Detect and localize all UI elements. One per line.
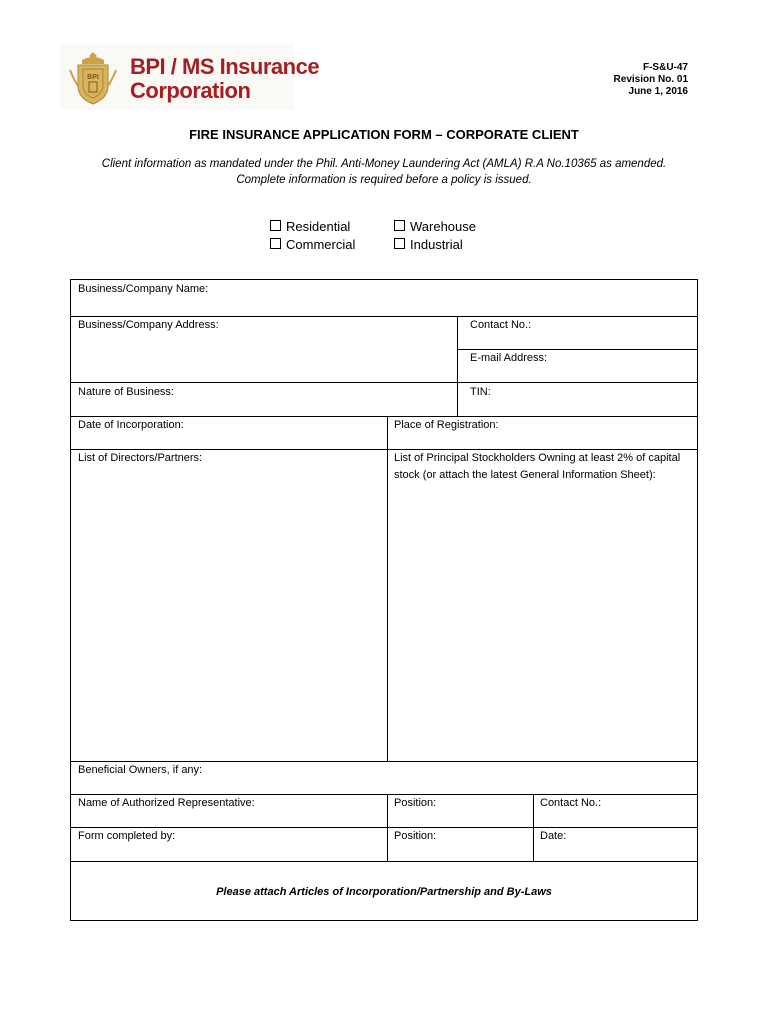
company-logo xyxy=(60,44,320,110)
form-code: F-S&U-47 xyxy=(642,62,688,73)
logo-line-2: Corporation xyxy=(130,78,251,103)
tin-label: TIN: xyxy=(470,386,491,398)
nature-of-business-label: Nature of Business: xyxy=(78,386,174,398)
residential-label: Residential xyxy=(286,219,351,234)
industrial-label: Industrial xyxy=(410,237,463,252)
commercial-option[interactable] xyxy=(270,236,355,254)
contact-no-label: Contact No.: xyxy=(470,319,532,331)
completed-date-label: Date: xyxy=(540,830,567,842)
checkbox-icon[interactable] xyxy=(270,220,281,231)
commercial-label: Commercial xyxy=(286,237,356,252)
company-address-label: Business/Company Address: xyxy=(78,319,219,331)
logo-line-1: BPI / MS Insurance xyxy=(130,54,320,79)
subtitle-line-1: Client information as mandated under the Phil. Anti-Money Laundering Act (AMLA) R.A No.10365 as amended. xyxy=(101,158,667,170)
authorized-rep-label: Name of Authorized Representative: xyxy=(78,797,255,809)
completed-position-label: Position: xyxy=(394,830,437,842)
crest-icon xyxy=(68,50,118,106)
date-of-incorporation-label: Date of Incorporation: xyxy=(78,419,184,431)
attachment-note: Please attach Articles of Incorporation/Partnership and By-Laws xyxy=(216,886,552,898)
industrial-option[interactable] xyxy=(394,236,476,254)
warehouse-label: Warehouse xyxy=(410,219,476,234)
email-label: E-mail Address: xyxy=(470,352,548,364)
crest-label: BPI xyxy=(87,74,99,81)
place-of-registration-label: Place of Registration: xyxy=(394,419,499,431)
rep-position-label: Position: xyxy=(394,797,437,809)
property-type-column-2 xyxy=(394,218,476,254)
subtitle-line-2: Complete information is required before a policy is issued. xyxy=(236,174,532,186)
warehouse-option[interactable] xyxy=(394,218,476,236)
company-name-label: Business/Company Name: xyxy=(78,283,209,295)
checkbox-icon[interactable] xyxy=(270,238,281,249)
subtitle xyxy=(0,156,768,188)
checkbox-icon[interactable] xyxy=(394,238,405,249)
residential-option[interactable] xyxy=(270,218,355,236)
property-type-column-1 xyxy=(270,218,355,254)
completed-by-label: Form completed by: xyxy=(78,830,176,842)
beneficial-owners-label: Beneficial Owners, if any: xyxy=(78,764,203,776)
stockholders-label: List of Principal Stockholders Owning at least 2% of capital stock (or attach the latest General Information Sheet): xyxy=(394,452,681,481)
page-title: FIRE INSURANCE APPLICATION FORM – CORPORATE CLIENT xyxy=(189,127,579,142)
rep-contact-label: Contact No.: xyxy=(540,797,602,809)
document-info xyxy=(614,62,688,98)
application-form xyxy=(70,279,698,921)
revision-number: Revision No. 01 xyxy=(613,74,688,85)
checkbox-icon[interactable] xyxy=(394,220,405,231)
revision-date: June 1, 2016 xyxy=(628,86,688,97)
directors-label: List of Directors/Partners: xyxy=(78,452,203,464)
